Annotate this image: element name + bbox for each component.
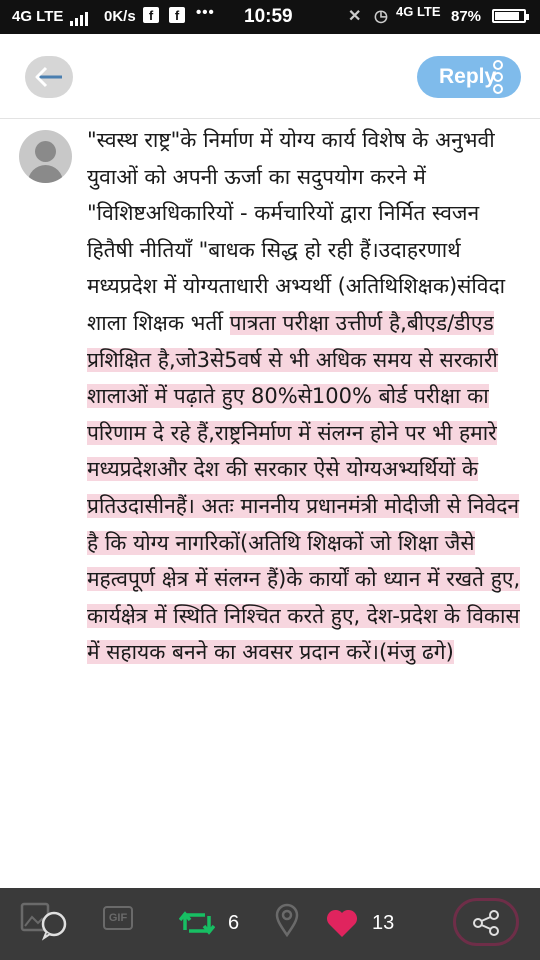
arrow-left-icon (33, 63, 65, 91)
more-notifications-icon: ••• (196, 4, 215, 21)
overflow-menu-icon (491, 59, 505, 95)
location-icon[interactable] (275, 903, 299, 941)
reply-button[interactable] (417, 56, 521, 98)
status-bar (0, 0, 540, 34)
like-count: 13 (372, 912, 395, 934)
tweet-actions-bar (0, 888, 540, 960)
reply-label: Reply (439, 65, 497, 88)
like-heart-icon[interactable] (326, 908, 358, 942)
share-button[interactable] (453, 898, 519, 946)
tweet-text (87, 122, 527, 671)
clock: 10:59 (244, 6, 293, 27)
battery-percent: 87% (451, 8, 482, 25)
signal-icon (70, 10, 88, 26)
network-type: 4G LTE (12, 8, 64, 25)
image-reply-icon[interactable] (20, 902, 70, 946)
retweet-count: 6 (228, 912, 240, 934)
tweet-text-plain: "स्वस्थ राष्ट्र"के निर्माण में योग्य कार्य विशेष के अनुभवी युवाओं को अपनी ऊर्जा का सदुपयोग करने में "विशिष्टअधिकारियों - कर्मचारियों द्वारा निर्मित स्वजन हितैषी नीतियाँ "बाधक सिद्ध हो रही हैं।उदाहरणार्थ मध्यप्रदेश में योग्यताधारी अभ्यर्थी (अतिथिशिक्षक)संविदा शाला शिक्षक भर्ती (87, 128, 506, 335)
tweet-header (0, 34, 540, 119)
tweet-text-highlighted: पात्रता परीक्षा उत्तीर्ण है,बीएड/डीएड प्रशिक्षित है,जो3से5वर्ष से भी अधिक समय से सरकारी शालाओं में पढ़ाते हुए 80%से100% बोर्ड परीक्षा का परिणाम दे रहे हैं,राष्ट्रनिर्माण में संलग्न होने पर भी हमारे मध्यप्रदेशऔर देश की सरकार ऐसे योग्यअभ्यर्थियों के प्रतिउदासीनहैं। अतः माननीय प्रधानमंत्री मोदीजी से निवेदन है कि योग्य नागरिकों(अतिथि शिक्षकों जो शिक्षा जैसे महत्वपूर्ण क्षेत्र में संलग्न हैं)के कार्यों को ध्यान में रखते हुए, कार्यक्षेत्र में स्थिति निश्चित करते हुए, देश-प्रदेश के विकास में सहायक बनने का अवसर प्रदान करें।(मंजु ढगे) (87, 310, 521, 665)
avatar[interactable] (19, 130, 72, 183)
alarm-icon: ◷ (374, 8, 388, 25)
facebook-notification-icon: f (169, 7, 185, 23)
gif-button[interactable]: GIF (103, 906, 133, 930)
mute-icon: ✕ (348, 8, 362, 25)
facebook-notification-icon: f (143, 7, 159, 23)
retweet-icon[interactable] (179, 908, 215, 942)
share-icon (472, 910, 500, 936)
battery-icon (492, 9, 526, 23)
network-type-secondary: 4G LTE (396, 4, 441, 19)
network-speed: 0K/s (104, 8, 136, 25)
back-button[interactable] (25, 56, 73, 98)
